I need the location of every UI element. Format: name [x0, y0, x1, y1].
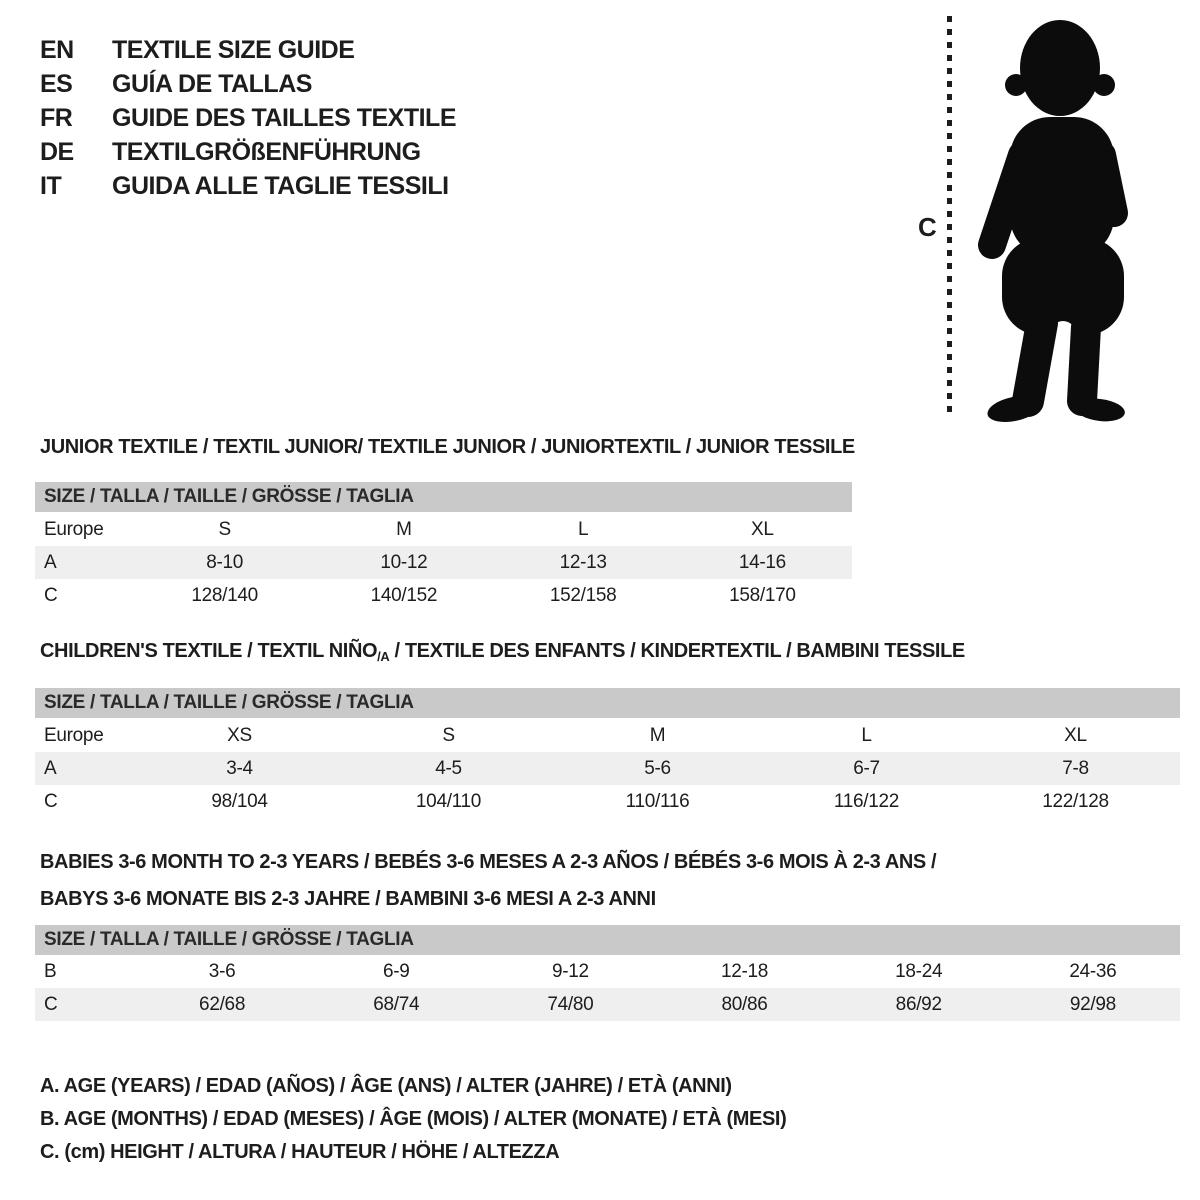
size-col-header: L	[861, 724, 872, 746]
size-col-header: S	[442, 724, 455, 746]
junior-size-table	[35, 513, 852, 612]
babies-size-header-bar: SIZE / TALLA / TAILLE / GRÖSSE / TAGLIA	[35, 925, 1180, 955]
guide-title-en: TEXTILE SIZE GUIDE	[112, 35, 355, 64]
language-code: EN	[40, 35, 74, 64]
age-value: 12-13	[494, 546, 673, 579]
size-col-header: S	[218, 518, 231, 540]
children-size-header-bar: SIZE / TALLA / TAILLE / GRÖSSE / TAGLIA	[35, 688, 1180, 718]
height-value: 104/110	[415, 790, 482, 812]
legend-line-a: A. AGE (YEARS) / EDAD (AÑOS) / ÂGE (ANS) / ALTER (JAHRE) / ETÀ (ANNI)	[40, 1075, 732, 1097]
babies-size-table	[35, 955, 1180, 1021]
language-title-list	[40, 33, 456, 203]
height-value: 92/98	[1006, 988, 1180, 1021]
language-row-de	[40, 135, 456, 169]
language-row-es	[40, 67, 456, 101]
children-height-row	[35, 785, 1180, 818]
junior-height-row	[35, 579, 852, 612]
row-label-c: C	[44, 790, 58, 812]
age-value: 8-10	[135, 546, 314, 579]
language-code: IT	[40, 171, 62, 200]
age-value: 5-6	[553, 752, 762, 785]
row-label-europe: Europe	[44, 518, 104, 540]
language-code: FR	[40, 103, 73, 132]
guide-title-it: GUIDA ALLE TAGLIE TESSILI	[112, 171, 449, 200]
guide-title-de: TEXTILGRÖßENFÜHRUNG	[112, 137, 421, 166]
row-label-c: C	[35, 988, 135, 1021]
age-value: 4-5	[344, 752, 553, 785]
row-label-europe: Europe	[44, 724, 104, 746]
junior-size-header-bar: SIZE / TALLA / TAILLE / GRÖSSE / TAGLIA	[35, 482, 852, 512]
measure-legend	[40, 1070, 786, 1169]
height-value: 98/104	[211, 790, 268, 812]
babies-section-title-line1: BABIES 3-6 MONTH TO 2-3 YEARS / BEBÉS 3-6 MESES A 2-3 AÑOS / BÉBÉS 3-6 MOIS À 2-3 ANS /	[40, 851, 937, 873]
size-col-header: M	[396, 518, 412, 540]
children-title-subscript: /A	[377, 649, 390, 664]
age-value: 3-4	[135, 752, 344, 785]
guide-title-fr: GUIDE DES TAILLES TEXTILE	[112, 103, 457, 132]
row-label-a: A	[35, 752, 135, 785]
legend-line-b: B. AGE (MONTHS) / EDAD (MESES) / ÂGE (MOIS) / ALTER (MONATE) / ETÀ (MESI)	[40, 1108, 787, 1130]
height-value: 140/152	[370, 584, 438, 606]
children-size-table	[35, 719, 1180, 818]
children-columns-row	[35, 719, 1180, 752]
toddler-silhouette-image	[962, 5, 1162, 430]
row-label-a: A	[35, 546, 135, 579]
months-value: 24-36	[1069, 960, 1117, 982]
language-row-fr	[40, 101, 456, 135]
junior-columns-row	[35, 513, 852, 546]
height-value: 116/122	[833, 790, 900, 812]
height-value: 68/74	[309, 988, 483, 1021]
junior-section-title: JUNIOR TEXTILE / TEXTIL JUNIOR/ TEXTILE JUNIOR / JUNIORTEXTIL / JUNIOR TESSILE	[40, 436, 855, 458]
height-value: 152/158	[549, 584, 617, 606]
babies-section-title-line2: BABYS 3-6 MONATE BIS 2-3 JAHRE / BAMBINI 3-6 MESI A 2-3 ANNI	[40, 888, 656, 910]
row-label-c: C	[44, 584, 58, 606]
language-code: ES	[40, 69, 73, 98]
height-value: 80/86	[657, 988, 831, 1021]
size-col-header: L	[577, 518, 589, 540]
height-value: 62/68	[135, 988, 309, 1021]
height-value: 128/140	[191, 584, 258, 606]
legend-line-c: C. (cm) HEIGHT / ALTURA / HAUTEUR / HÖHE / ALTEZZA	[40, 1141, 560, 1163]
months-value: 18-24	[895, 960, 943, 982]
row-label-b: B	[44, 960, 57, 982]
age-value: 6-7	[762, 752, 971, 785]
language-code: DE	[40, 137, 74, 166]
language-row-it	[40, 169, 456, 203]
junior-age-row	[35, 546, 852, 579]
size-col-header: M	[649, 724, 666, 746]
height-value: 158/170	[729, 584, 796, 606]
babies-height-row	[35, 988, 1180, 1021]
guide-title-es: GUÍA DE TALLAS	[112, 69, 312, 98]
age-value: 10-12	[314, 546, 493, 579]
months-value: 12-18	[720, 960, 769, 982]
size-col-header: XL	[751, 518, 774, 540]
size-col-header: XS	[227, 724, 252, 746]
age-value: 7-8	[971, 752, 1180, 785]
height-value: 86/92	[832, 988, 1006, 1021]
children-title-rest: / TEXTILE DES ENFANTS / KINDERTEXTIL / BAMBINI TESSILE	[389, 640, 965, 662]
children-title-main: CHILDREN'S TEXTILE / TEXTIL NIÑO	[40, 640, 378, 662]
children-section-title	[40, 640, 965, 663]
children-age-row	[35, 752, 1180, 785]
months-value: 9-12	[551, 960, 589, 982]
height-value: 122/128	[1042, 790, 1109, 812]
babies-months-row	[35, 955, 1180, 988]
height-value: 110/116	[625, 790, 690, 812]
height-value: 74/80	[483, 988, 657, 1021]
age-value: 14-16	[673, 546, 852, 579]
height-measure-dotted-line	[947, 16, 952, 416]
months-value: 3-6	[208, 960, 236, 982]
months-value: 6-9	[382, 960, 410, 982]
size-col-header: XL	[1064, 724, 1087, 746]
language-row-en	[40, 33, 456, 67]
height-measure-label-c: C	[918, 212, 937, 242]
